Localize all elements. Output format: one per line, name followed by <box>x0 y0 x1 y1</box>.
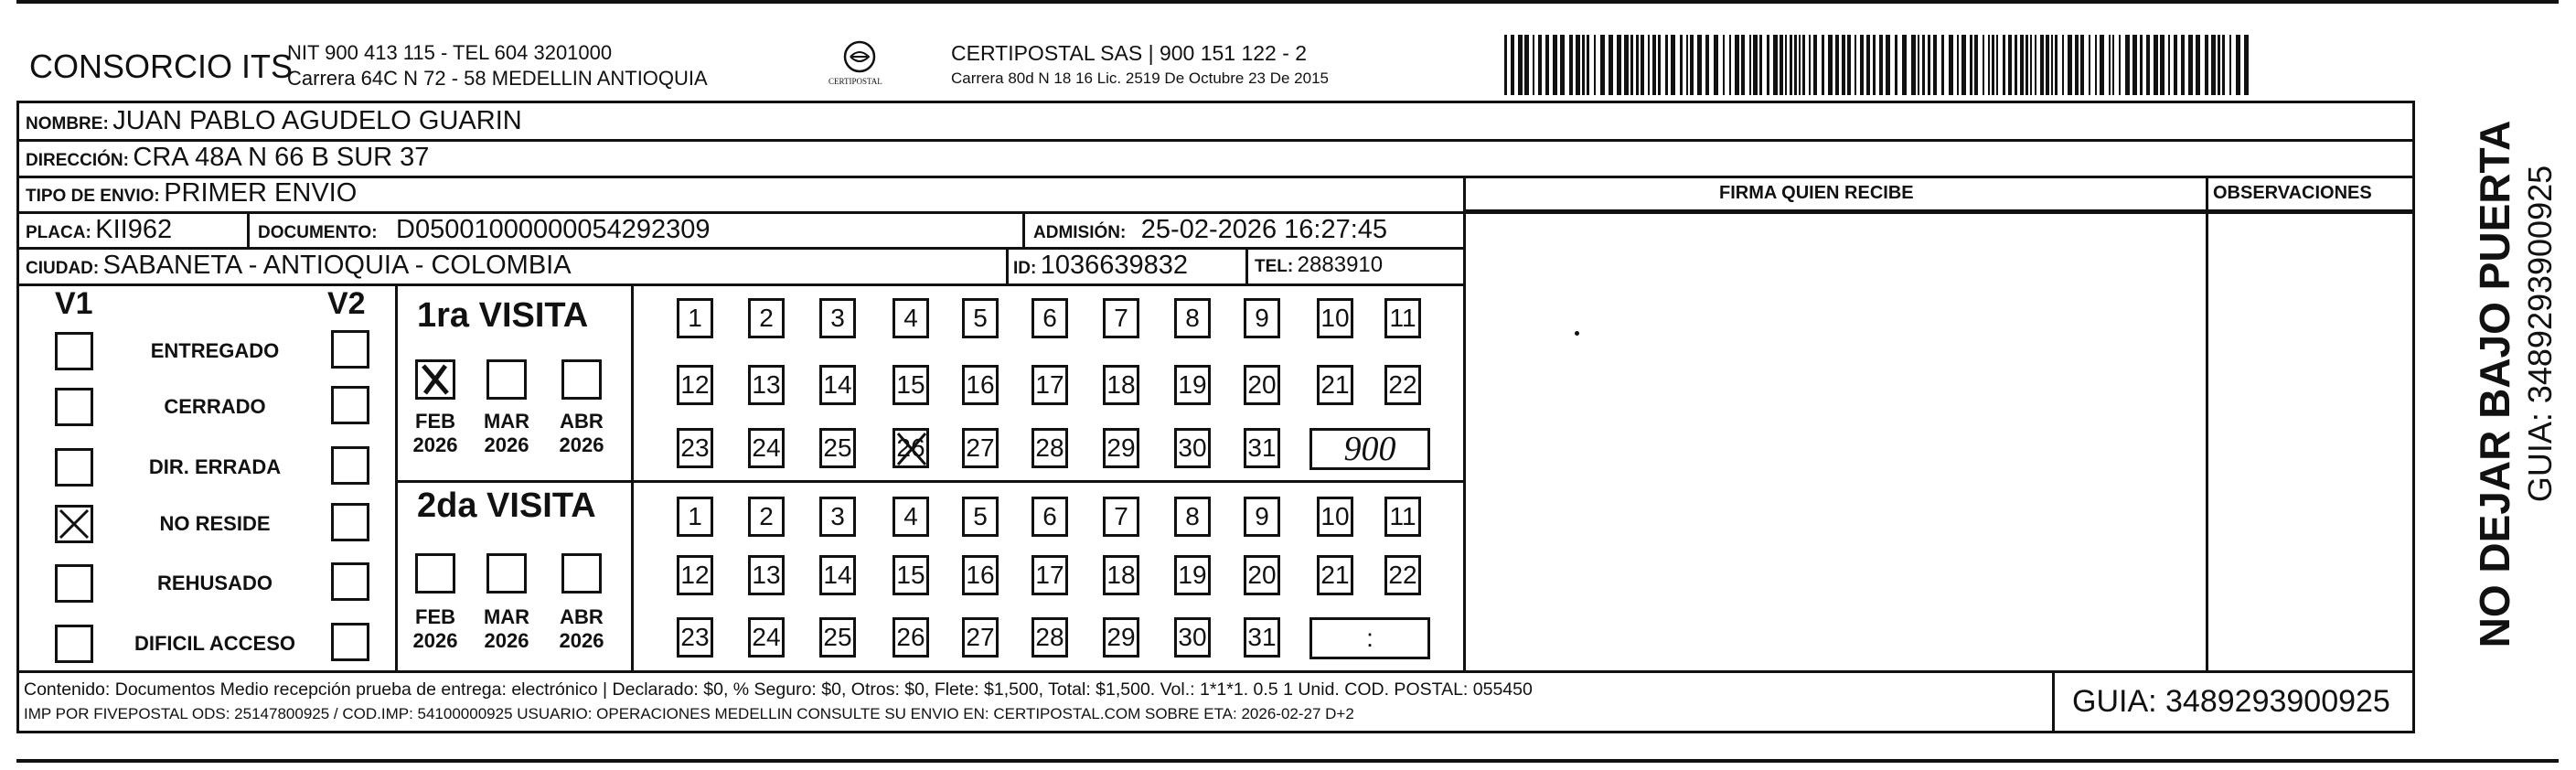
day-box[interactable]: 1 <box>677 298 713 338</box>
barcode-bar <box>1918 35 1919 95</box>
v2-checkbox[interactable] <box>331 446 369 485</box>
barcode-bar <box>1697 35 1702 95</box>
direccion-label: DIRECCIÓN: <box>26 151 129 170</box>
barcode-bar <box>1992 35 1994 95</box>
day-box[interactable]: 17 <box>1031 365 1068 405</box>
status-option-label: DIR. ERRADA <box>148 455 282 478</box>
barcode-bar <box>2211 35 2216 95</box>
barcode-bar <box>1600 35 1605 95</box>
month-name: ABR <box>560 605 604 628</box>
tel-value: 2883910 <box>1297 252 1384 277</box>
documento-label: DOCUMENTO: <box>258 223 378 242</box>
barcode-bar <box>1636 35 1639 95</box>
day-box[interactable]: 3 <box>819 497 856 537</box>
month-year: 2026 <box>559 629 604 652</box>
month-name: MAR <box>483 410 530 433</box>
day-box[interactable]: 12 <box>677 365 713 405</box>
nombre-value: JUAN PABLO AGUDELO GUARIN <box>112 106 522 135</box>
tipo-value: PRIMER ENVIO <box>164 178 358 208</box>
barcode-bar <box>2196 35 2200 95</box>
barcode-bar <box>2132 35 2137 95</box>
barcode-bar <box>2015 35 2017 95</box>
first-visit-title: 1ra VISITA <box>417 296 589 335</box>
day-box[interactable]: 2 <box>748 298 785 338</box>
day-box[interactable]: 26 <box>893 428 929 468</box>
v2-checkbox[interactable] <box>331 623 369 661</box>
month-label <box>479 605 534 653</box>
barcode-bar <box>1545 35 1549 95</box>
day-box[interactable]: 29 <box>1103 428 1139 468</box>
day-box[interactable]: 3 <box>819 298 856 338</box>
day-box[interactable]: 29 <box>1103 617 1139 658</box>
day-box[interactable]: 25 <box>819 617 856 658</box>
day-box[interactable]: 7 <box>1103 298 1139 338</box>
barcode-bar <box>1729 35 1731 95</box>
v1-checkbox[interactable] <box>55 505 93 543</box>
day-box[interactable]: 1 <box>677 497 713 537</box>
barcode-bar <box>1749 35 1751 95</box>
day-box[interactable]: 12 <box>677 555 713 595</box>
direccion-row <box>26 143 429 173</box>
company-name: CONSORCIO ITS <box>29 48 294 85</box>
time-box[interactable] <box>1309 617 1430 659</box>
status-option-label: NO RESIDE <box>159 512 271 535</box>
day-box[interactable]: 31 <box>1244 428 1280 468</box>
day-box[interactable]: 2 <box>748 497 785 537</box>
status-option-label: CERRADO <box>164 395 266 418</box>
barcode-bar <box>2119 35 2121 95</box>
day-box[interactable]: 13 <box>748 365 785 405</box>
barcode-bar <box>1928 35 1930 95</box>
check-x-icon <box>58 508 91 540</box>
barcode-bar <box>1902 35 1907 95</box>
barcode-bar <box>1686 35 1688 95</box>
barcode-bar <box>2046 35 2049 95</box>
barcode-bar <box>1813 35 1817 95</box>
barcode-bar <box>2026 35 2028 95</box>
day-box[interactable]: 31 <box>1244 617 1280 658</box>
barcode-bar <box>1996 35 1998 95</box>
side-guia: GUIA: 3489293900925 <box>2521 165 2559 503</box>
barcode-bar <box>2222 35 2225 95</box>
barcode-bar <box>1895 35 1897 95</box>
month-label <box>479 410 534 457</box>
day-box[interactable]: 26 <box>893 617 929 658</box>
barcode-bar <box>1714 35 1718 95</box>
barcode-bar <box>1879 35 1883 95</box>
tel-row <box>1255 252 1383 278</box>
barcode-bar <box>1741 35 1745 95</box>
month-checkbox[interactable] <box>561 359 602 400</box>
day-box[interactable]: 30 <box>1174 617 1211 658</box>
certipostal-logo-text: CERTIPOSTAL <box>828 77 882 86</box>
barcode-bar <box>1941 35 1944 95</box>
barcode-bar <box>1873 35 1876 95</box>
day-box[interactable]: 19 <box>1174 555 1211 595</box>
barcode-bar <box>2229 35 2231 95</box>
tipo-row <box>26 178 357 209</box>
barcode-bar <box>1799 35 1801 95</box>
barcode-bar <box>2112 35 2114 95</box>
day-box[interactable]: 21 <box>1317 365 1353 405</box>
barcode-bar <box>1609 35 1613 95</box>
barcode-bar <box>2140 35 2143 95</box>
month-year: 2026 <box>412 433 458 456</box>
barcode-bar <box>1790 35 1792 95</box>
barcode-bar <box>1587 35 1589 95</box>
status-option-label: ENTREGADO <box>150 339 280 362</box>
barcode-bar <box>1794 35 1797 95</box>
documento-value: D05001000000054292309 <box>396 215 711 244</box>
nombre-row <box>26 106 522 136</box>
barcode-bar <box>2174 35 2177 95</box>
v2-checkbox[interactable] <box>331 386 369 424</box>
carrier-line: CERTIPOSTAL SAS | 900 151 122 - 2 <box>951 41 1308 65</box>
check-x-icon <box>418 362 453 397</box>
nit-line: NIT 900 413 115 - TEL 604 3201000 <box>287 41 613 64</box>
barcode-bar <box>1773 35 1778 95</box>
barcode-bar <box>2089 35 2090 95</box>
barcode-bar <box>2160 35 2164 95</box>
barcode-bar <box>2154 35 2158 95</box>
day-box[interactable]: 5 <box>962 298 999 338</box>
month-name: ABR <box>560 410 604 433</box>
time-value: : <box>1366 624 1374 652</box>
barcode-bar <box>1911 35 1916 95</box>
month-name: FEB <box>415 605 455 628</box>
barcode-bar <box>1518 35 1523 95</box>
day-box[interactable]: 11 <box>1384 298 1421 338</box>
day-box[interactable]: 5 <box>962 497 999 537</box>
v1-checkbox[interactable] <box>55 332 93 370</box>
signature-mark <box>1575 331 1579 336</box>
no-dejar-bajo-puerta: NO DEJAR BAJO PUERTA <box>2471 120 2518 648</box>
barcode-bar <box>1802 35 1805 95</box>
nombre-label: NOMBRE: <box>26 114 109 134</box>
barcode-bar <box>2188 35 2193 95</box>
day-box[interactable]: 24 <box>748 617 785 658</box>
barcode-bar <box>1511 35 1514 95</box>
barcode-bar <box>2003 35 2005 95</box>
day-box[interactable]: 11 <box>1384 497 1421 537</box>
barcode-bar <box>1983 35 1984 95</box>
day-box[interactable]: 24 <box>748 428 785 468</box>
placa-value: KII962 <box>95 215 173 244</box>
ciudad-row <box>26 251 572 281</box>
day-box[interactable]: 7 <box>1103 497 1139 537</box>
day-box[interactable]: 21 <box>1317 555 1353 595</box>
day-box[interactable]: 15 <box>893 555 929 595</box>
day-box[interactable]: 28 <box>1031 617 1068 658</box>
barcode-bar <box>1524 35 1529 95</box>
day-box[interactable]: 30 <box>1174 428 1211 468</box>
admision-label: ADMISIÓN: <box>1033 223 1127 242</box>
day-box[interactable]: 16 <box>962 555 999 595</box>
footer-line2: IMP POR FIVEPOSTAL ODS: 25147800925 / COD.IMP: 54100000925 USUARIO: OPERACIONES MEDELLIN CONSULTE SU ENVIO EN: CERTIPOSTAL.COM SOBRE ETA: 2026-02-27 D+2 <box>24 705 1354 722</box>
barcode-bar <box>2218 35 2220 95</box>
v2-checkbox[interactable] <box>331 503 369 541</box>
barcode-bar <box>2068 35 2072 95</box>
month-name: FEB <box>415 410 455 433</box>
admision-row <box>1033 215 1387 245</box>
barcode-bar <box>1538 35 1542 95</box>
barcode-bar <box>2075 35 2079 95</box>
barcode-bar <box>2035 35 2036 95</box>
barcode-bar <box>1835 35 1839 95</box>
observaciones-label: OBSERVACIONES <box>2213 183 2372 203</box>
barcode-bar <box>1504 35 1507 95</box>
day-box[interactable]: 6 <box>1031 497 1068 537</box>
barcode-bar <box>1842 35 1845 95</box>
day-box[interactable]: 25 <box>819 428 856 468</box>
barcode-bar <box>1582 35 1585 95</box>
barcode-bar <box>1988 35 1990 95</box>
id-label: ID: <box>1013 259 1037 278</box>
status-option-label: REHUSADO <box>157 572 273 594</box>
day-box[interactable]: 15 <box>893 365 929 405</box>
month-checkbox[interactable] <box>486 553 527 594</box>
day-box[interactable]: 19 <box>1174 365 1211 405</box>
barcode-bar <box>1630 35 1633 95</box>
barcode-bar <box>2095 35 2097 95</box>
v1-label: V1 <box>55 286 93 321</box>
day-box[interactable]: 23 <box>677 428 713 468</box>
barcode-bar <box>1665 35 1668 95</box>
month-checkbox[interactable] <box>415 359 455 400</box>
barcode-bar <box>1961 35 1966 95</box>
barcode-bar <box>2062 35 2064 95</box>
barcode-bar <box>2205 35 2208 95</box>
day-box[interactable]: 20 <box>1244 555 1280 595</box>
barcode-bar <box>2146 35 2150 95</box>
barcode-bar <box>1533 35 1534 95</box>
month-year: 2026 <box>484 433 529 456</box>
footer-guia: GUIA: 3489293900925 <box>2072 684 2390 719</box>
barcode-bar <box>1690 35 1694 95</box>
barcode-bar <box>2125 35 2130 95</box>
barcode-bar <box>1560 35 1565 95</box>
day-box[interactable]: 22 <box>1384 555 1421 595</box>
ciudad-value: SABANETA - ANTIOQUIA - COLOMBIA <box>102 251 572 280</box>
placa-label: PLACA: <box>26 223 91 242</box>
barcode-bar <box>1576 35 1580 95</box>
month-checkbox[interactable] <box>415 553 455 594</box>
barcode-bar <box>1974 35 1978 95</box>
barcode-bar <box>1957 35 1959 95</box>
barcode-bar <box>1847 35 1851 95</box>
day-box[interactable]: 9 <box>1244 497 1280 537</box>
barcode-bar <box>2040 35 2044 95</box>
month-label <box>408 605 463 653</box>
barcode-bar <box>1569 35 1573 95</box>
day-box[interactable]: 22 <box>1384 365 1421 405</box>
barcode-bar <box>2055 35 2058 95</box>
day-box[interactable]: 13 <box>748 555 785 595</box>
tel-label: TEL: <box>1255 257 1294 276</box>
barcode-bar <box>1658 35 1661 95</box>
barcode-bar <box>2236 35 2240 95</box>
month-checkbox[interactable] <box>561 553 602 594</box>
barcode-bar <box>1735 35 1739 95</box>
documento-row <box>258 215 711 245</box>
day-box[interactable]: 27 <box>962 617 999 658</box>
barcode-bar <box>1671 35 1675 95</box>
barcode <box>1504 35 2250 95</box>
barcode-bar <box>1641 35 1644 95</box>
barcode-bar <box>1680 35 1683 95</box>
barcode-bar <box>1648 35 1650 95</box>
day-box[interactable]: 10 <box>1317 497 1353 537</box>
day-box[interactable]: 8 <box>1174 298 1211 338</box>
id-value: 1036639832 <box>1040 251 1189 280</box>
day-box[interactable]: 18 <box>1103 555 1139 595</box>
barcode-bar <box>1753 35 1758 95</box>
barcode-bar <box>1809 35 1811 95</box>
barcode-bar <box>1723 35 1725 95</box>
barcode-bar <box>1780 35 1783 95</box>
barcode-bar <box>1767 35 1769 95</box>
admision-value: 25-02-2026 16:27:45 <box>1140 215 1388 244</box>
barcode-bar <box>1617 35 1621 95</box>
day-box[interactable]: 10 <box>1317 298 1353 338</box>
day-box[interactable]: 17 <box>1031 555 1068 595</box>
barcode-bar <box>1652 35 1656 95</box>
day-box[interactable]: 16 <box>962 365 999 405</box>
time-value: 900 <box>1343 430 1396 468</box>
tipo-label: TIPO DE ENVIO: <box>26 187 160 206</box>
day-box[interactable]: 14 <box>819 365 856 405</box>
barcode-bar <box>1822 35 1824 95</box>
barcode-bar <box>1594 35 1596 95</box>
ciudad-label: CIUDAD: <box>26 259 100 278</box>
month-label <box>554 410 609 457</box>
barcode-bar <box>1886 35 1890 95</box>
id-row <box>1013 251 1188 281</box>
day-box[interactable]: 4 <box>893 497 929 537</box>
barcode-bar <box>1860 35 1864 95</box>
barcode-bar <box>1624 35 1629 95</box>
v1-checkbox[interactable] <box>55 625 93 663</box>
barcode-bar <box>2109 35 2111 95</box>
barcode-bar <box>2008 35 2012 95</box>
firma-label: FIRMA QUIEN RECIBE <box>1719 183 1914 203</box>
barcode-bar <box>1855 35 1856 95</box>
barcode-bar <box>1828 35 1833 95</box>
status-option-label: DIFICIL ACCESO <box>134 632 295 655</box>
day-box[interactable]: 6 <box>1031 298 1068 338</box>
month-checkbox[interactable] <box>486 359 527 400</box>
barcode-bar <box>1933 35 1937 95</box>
month-year: 2026 <box>412 629 458 652</box>
barcode-bar <box>1785 35 1787 95</box>
month-year: 2026 <box>559 433 604 456</box>
v2-label: V2 <box>327 286 366 321</box>
barcode-bar <box>1866 35 1870 95</box>
v2-checkbox[interactable] <box>331 562 369 601</box>
day-box[interactable]: 28 <box>1031 428 1068 468</box>
address-line: Carrera 64C N 72 - 58 MEDELLIN ANTIOQUIA <box>287 67 708 90</box>
v2-checkbox[interactable] <box>331 330 369 369</box>
barcode-bar <box>1970 35 1972 95</box>
barcode-bar <box>2080 35 2084 95</box>
day-box[interactable]: 4 <box>893 298 929 338</box>
barcode-bar <box>1705 35 1709 95</box>
carrier-sub: Carrera 80d N 18 16 Lic. 2519 De Octubre 23 De 2015 <box>951 70 1329 87</box>
month-label <box>554 605 609 653</box>
v1-checkbox[interactable] <box>55 388 93 426</box>
barcode-bar <box>2168 35 2170 95</box>
day-box[interactable]: 27 <box>962 428 999 468</box>
day-box[interactable]: 20 <box>1244 365 1280 405</box>
month-year: 2026 <box>484 629 529 652</box>
barcode-bar <box>2051 35 2053 95</box>
barcode-bar <box>2020 35 2024 95</box>
day-box[interactable]: 8 <box>1174 497 1211 537</box>
barcode-bar <box>1553 35 1557 95</box>
day-box[interactable]: 18 <box>1103 365 1139 405</box>
barcode-bar <box>2181 35 2185 95</box>
time-box[interactable] <box>1309 428 1430 470</box>
day-box[interactable]: 9 <box>1244 298 1280 338</box>
barcode-bar <box>1922 35 1925 95</box>
placa-row <box>26 215 172 245</box>
direccion-value: CRA 48A N 66 B SUR 37 <box>133 143 430 172</box>
month-name: MAR <box>483 605 530 628</box>
v1-checkbox[interactable] <box>55 564 93 603</box>
barcode-bar <box>1759 35 1762 95</box>
v1-checkbox[interactable] <box>55 448 93 487</box>
barcode-bar <box>2030 35 2032 95</box>
footer-line1: Contenido: Documentos Medio recepción prueba de entrega: electrónico | Declarado: $0, % Seguro: $0, Otros: $0, Flete: $1,500, Total: $1,500. Vol.: 1*1*1. 0.5 1 Unid. COD. POSTAL: 055450 <box>24 679 1533 700</box>
second-visit-title: 2da VISITA <box>417 487 596 525</box>
day-box[interactable]: 23 <box>677 617 713 658</box>
barcode-bar <box>1949 35 1953 95</box>
day-box[interactable]: 14 <box>819 555 856 595</box>
barcode-bar <box>2244 35 2249 95</box>
cross-mark-icon <box>893 428 929 468</box>
barcode-bar <box>2100 35 2104 95</box>
month-label <box>408 410 463 457</box>
